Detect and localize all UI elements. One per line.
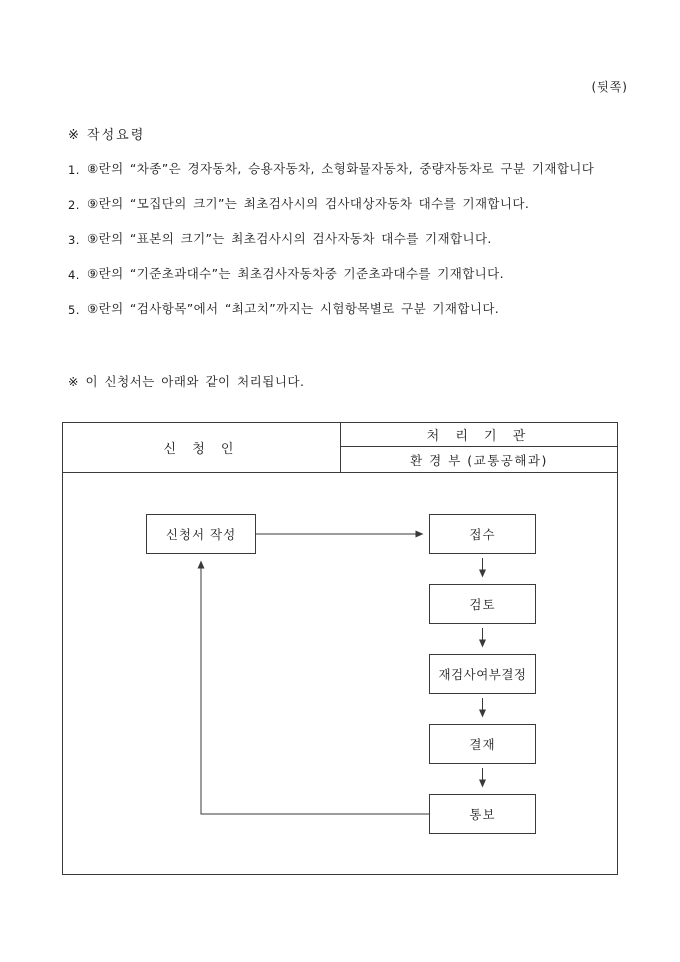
agency-column [341, 423, 617, 472]
instruction-item-number: 5. [68, 303, 80, 317]
instruction-item-number: 1. [68, 163, 80, 177]
instruction-item [68, 228, 620, 251]
flowchart-area [63, 473, 617, 874]
flow-step-approval: 결재 [429, 724, 536, 764]
processing-note: ※ 이 신청서는 아래와 같이 처리됩니다. [68, 374, 305, 389]
flow-step-notification: 통보 [429, 794, 536, 834]
flow-step-reinspection-decision: 재검사여부결정 [429, 654, 536, 694]
instruction-item-text: ⑨란의 “표본의 크기”는 최초검사시의 검사자동차 대수를 기재합니다. [87, 231, 492, 246]
instruction-item [68, 298, 620, 321]
instruction-item-number: 2. [68, 198, 80, 212]
instruction-item [68, 263, 620, 286]
instruction-item-text: ⑨란의 “기준초과대수”는 최초검사자동차중 기준초과대수를 기재합니다. [87, 266, 505, 281]
instruction-item-text: ⑨란의 “검사항목”에서 “최고치”까지는 시험항목별로 구분 기재합니다. [87, 301, 500, 316]
flow-step-receipt: 접수 [429, 514, 536, 554]
agency-name-cell: 환 경 부 (교통공해과) [410, 452, 548, 468]
instruction-item-number: 4. [68, 268, 80, 282]
table-header-row [63, 423, 617, 473]
instruction-item-text: ⑨란의 “모집단의 크기”는 최초검사시의 검사대상자동차 대수를 기재합니다. [87, 196, 530, 211]
flow-step-write-application: 신청서 작성 [146, 514, 256, 554]
instructions-title: ※ 작성요령 [68, 128, 146, 143]
instructions-section [68, 124, 620, 333]
agency-header-cell: 처 리 기 관 [341, 423, 617, 447]
instruction-item-text: ⑧란의 “차종”은 경자동차, 승용자동차, 소형화물자동차, 중량자동차로 구분 기재합니다 [87, 161, 595, 176]
instruction-item [68, 193, 620, 216]
flow-step-review: 검토 [429, 584, 536, 624]
flow-feedback-arrow [201, 562, 429, 814]
back-side-label: (뒷쪽) [591, 80, 628, 94]
instruction-item [68, 158, 620, 181]
processing-table [62, 422, 618, 875]
applicant-header-cell: 신 청 인 [63, 423, 341, 472]
instruction-item-number: 3. [68, 233, 80, 247]
